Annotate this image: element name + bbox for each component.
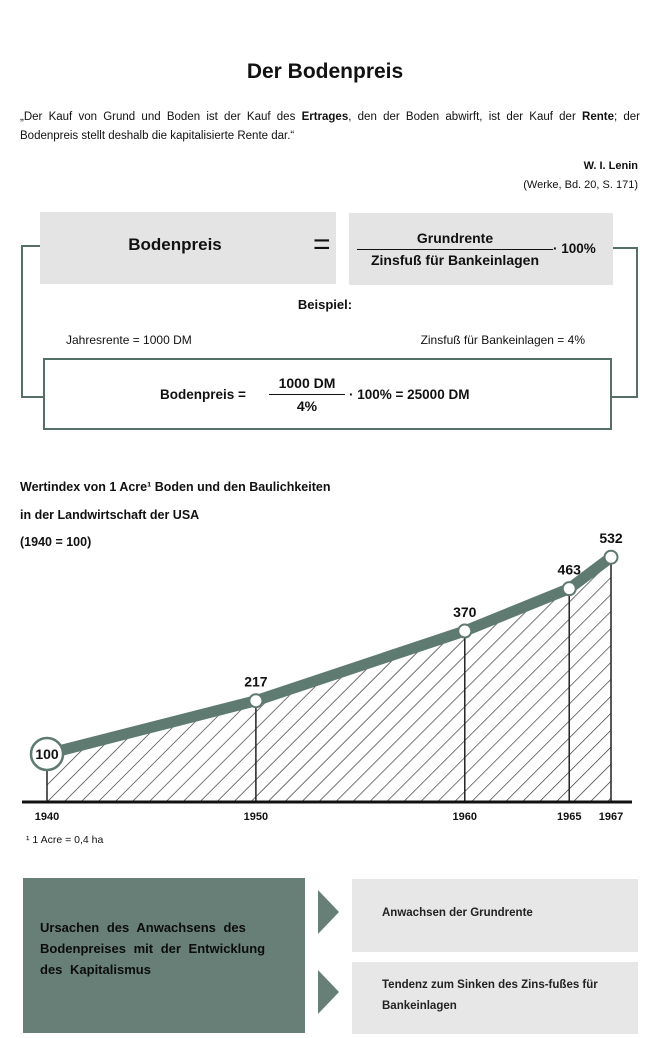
effect-2-text: Tendenz zum Sinken des Zins-fußes für Bankeinlagen xyxy=(382,979,598,1012)
data-point xyxy=(249,694,262,707)
data-label: 370 xyxy=(453,604,477,621)
data-label: 463 xyxy=(557,561,581,578)
causes-text: Ursachen des Anwachsens des Bodenpreises mit der Entwicklung des Kapitalismus xyxy=(40,920,266,977)
data-point xyxy=(563,582,576,595)
example-numerator: 1000 DM xyxy=(278,375,336,391)
arrow-icons xyxy=(315,888,341,1018)
chart-title-line-3: (1940 = 100) xyxy=(20,535,92,549)
example-denominator: 4% xyxy=(296,398,318,414)
data-point xyxy=(605,551,618,564)
example-heading: Beispiel: xyxy=(297,297,353,312)
formula-numerator: Grundrente xyxy=(416,230,494,246)
chart-title-line-1: Wertindex von 1 Acre¹ Boden und den Baulichkeiten xyxy=(20,480,331,494)
data-point xyxy=(458,625,471,638)
quote-source: (Werke, Bd. 20, S. 171) xyxy=(523,179,638,191)
x-tick-label: 1960 xyxy=(452,811,478,823)
quote-bold-ertrages: Ertrages xyxy=(301,111,349,123)
example-rate: Zinsfuß für Bankeinlagen = 4% xyxy=(420,333,585,347)
example-rent: Jahresrente = 1000 DM xyxy=(66,333,192,347)
quote-part-2: , den der Boden abwirft, ist der Kauf der xyxy=(348,111,583,123)
page-title: Der Bodenpreis xyxy=(246,60,404,83)
effect-1-text: Anwachsen der Grundrente xyxy=(382,907,533,919)
x-tick-label: 1950 xyxy=(243,811,269,823)
quote-author: W. I. Lenin xyxy=(583,160,638,172)
formula-denominator: Zinsfuß für Bankeinlagen xyxy=(370,252,539,268)
arrow-right-icon xyxy=(318,890,339,934)
data-label: 100 xyxy=(35,746,59,762)
formula-lhs: Bodenpreis xyxy=(128,235,222,254)
formula-multiplier: · 100% xyxy=(553,241,596,256)
quote-bold-rente: Rente xyxy=(582,111,614,123)
data-label: 217 xyxy=(244,673,268,690)
x-tick-label: 1965 xyxy=(556,811,582,823)
quote-part-3: ; der Bodenpreis stellt deshalb die kapitalisierte Rente dar.“ xyxy=(20,111,641,142)
formula-equals: = xyxy=(313,228,331,261)
example-lhs: Bodenpreis = xyxy=(160,387,246,402)
quote-part-1: „Der Kauf von Grund und Boden ist der Kauf des xyxy=(20,111,302,123)
chart-title-line-2: in der Landwirtschaft der USA xyxy=(20,508,200,522)
x-tick-label: 1967 xyxy=(598,811,624,823)
x-tick-label: 1940 xyxy=(34,811,60,823)
data-label: 532 xyxy=(599,530,623,547)
footnote: ¹ 1 Acre = 0,4 ha xyxy=(26,834,104,846)
example-result: · 100% = 25000 DM xyxy=(349,387,470,402)
arrow-right-icon xyxy=(318,970,339,1014)
